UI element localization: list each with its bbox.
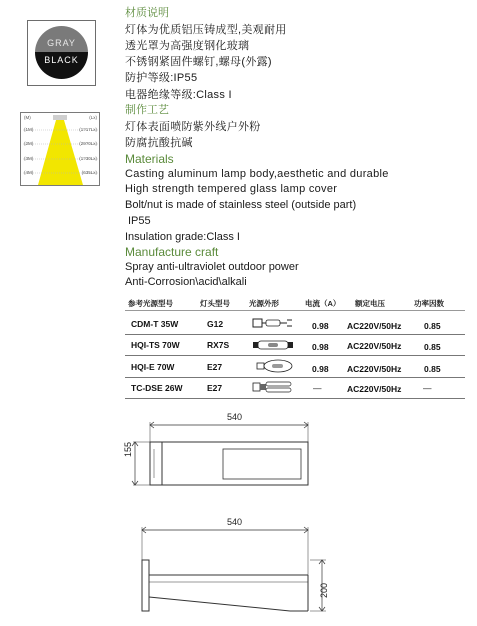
- table-row-cap: E27: [207, 362, 223, 372]
- table-row-model: CDM-T 35W: [131, 319, 179, 329]
- distance-label: (M): [24, 115, 31, 120]
- light-distribution-diagram: [20, 112, 100, 186]
- materials-en-line: Bolt/nut is made of stainless steel (outside part): [125, 199, 357, 211]
- table-row-rule: [125, 334, 465, 335]
- lux-label: (1?17Lx): [79, 127, 97, 132]
- craft-en-heading: Manufacture craft: [125, 245, 219, 259]
- cdm-t-lamp-icon: [252, 316, 294, 330]
- hqi-e-lamp-icon: [256, 359, 296, 373]
- materials-en-line: Casting aluminum lamp body,aesthetic and durable: [125, 168, 389, 180]
- table-row-model: HQI-E 70W: [131, 362, 175, 372]
- materials-cn-line: 电器绝缘等级:Class I: [125, 89, 232, 101]
- table-header-rule: [125, 310, 465, 311]
- color-swatch: [35, 26, 88, 79]
- hqi-ts-lamp-icon: [252, 338, 294, 352]
- black-label: BLACK: [44, 55, 79, 65]
- craft-en-line: Anti-Corrosion\acid\alkali: [125, 276, 247, 288]
- table-row-pf: 0.85: [424, 364, 441, 374]
- table-row-voltage: AC220V/50Hz: [347, 321, 402, 331]
- distance-label: (1M): [24, 127, 34, 132]
- craft-cn-heading: 制作工艺: [125, 104, 169, 116]
- lux-label: (635Lx): [81, 170, 97, 175]
- table-row-current: 0.98: [312, 342, 329, 352]
- materials-en-line: High strength tempered glass lamp cover: [125, 183, 338, 195]
- light-row: [24, 127, 97, 132]
- table-header-shape: 光源外形: [249, 299, 279, 308]
- lux-label: (1?30Lx): [79, 156, 97, 161]
- distance-label: (2M): [24, 141, 34, 146]
- light-row: [24, 156, 97, 161]
- table-row-voltage: AC220V/50Hz: [347, 364, 402, 374]
- table-row-current: —: [313, 383, 322, 393]
- craft-cn-line: 灯体表面喷防紫外线户外粉: [125, 121, 261, 133]
- table-header-cap: 灯头型号: [200, 299, 230, 308]
- table-row-cap: RX7S: [207, 340, 230, 350]
- tc-dse-lamp-icon: [252, 380, 294, 394]
- table-row-model: TC-DSE 26W: [131, 383, 183, 393]
- craft-en-line: Spray anti-ultraviolet outdoor power: [125, 261, 299, 273]
- materials-cn-heading: 材质说明: [125, 7, 169, 19]
- distance-label: (3M): [24, 156, 34, 161]
- lux-label: (29?0Lx): [79, 141, 97, 146]
- gray-label: GRAY: [47, 38, 76, 48]
- side-height-label: 200: [319, 582, 329, 598]
- front-height-label: 155: [123, 441, 133, 457]
- materials-cn-line: 防护等级:IP55: [125, 72, 198, 84]
- craft-cn-line: 防腐抗酸抗碱: [125, 137, 193, 149]
- lux-label: (Lx): [89, 115, 97, 120]
- table-header-model: 参考光源型号: [128, 299, 173, 308]
- table-row-voltage: AC220V/50Hz: [347, 341, 402, 351]
- light-row: [24, 115, 97, 120]
- table-row-model: HQI-TS 70W: [131, 340, 180, 350]
- table-row-rule: [125, 355, 465, 356]
- table-row-current: 0.98: [312, 364, 329, 374]
- side-width-label: 540: [227, 517, 243, 527]
- table-row-pf: 0.85: [424, 321, 441, 331]
- materials-cn-line: 不锈钢紧固件螺钉,螺母(外露): [125, 56, 272, 68]
- distance-label: (4M): [24, 170, 34, 175]
- materials-cn-line: 灯体为优质铝压铸成型,美观耐用: [125, 24, 287, 36]
- table-row-cap: E27: [207, 383, 223, 393]
- table-header-current: 电流（A）: [305, 299, 341, 308]
- table-row-pf: 0.85: [424, 342, 441, 352]
- table-header-pf: 功率因数: [414, 299, 444, 308]
- table-row-current: 0.98: [312, 321, 329, 331]
- table-row-rule: [125, 377, 465, 378]
- table-row-voltage: AC220V/50Hz: [347, 384, 402, 394]
- light-row: [24, 170, 97, 175]
- materials-en-line: Insulation grade:Class I: [125, 231, 240, 243]
- table-row-rule: [125, 398, 465, 399]
- light-row: [24, 141, 97, 146]
- side-view-drawing: [130, 525, 335, 615]
- front-width-label: 540: [227, 412, 243, 422]
- materials-en-heading: Materials: [125, 152, 174, 166]
- front-view-drawing: [130, 420, 330, 500]
- light-cone-graphic: [21, 113, 101, 187]
- materials-en-line: IP55: [128, 215, 151, 227]
- table-row-pf: —: [423, 383, 432, 393]
- materials-cn-line: 透光罩为高强度钢化玻璃: [125, 40, 250, 52]
- table-header-voltage: 额定电压: [355, 299, 385, 308]
- table-row-cap: G12: [207, 319, 224, 329]
